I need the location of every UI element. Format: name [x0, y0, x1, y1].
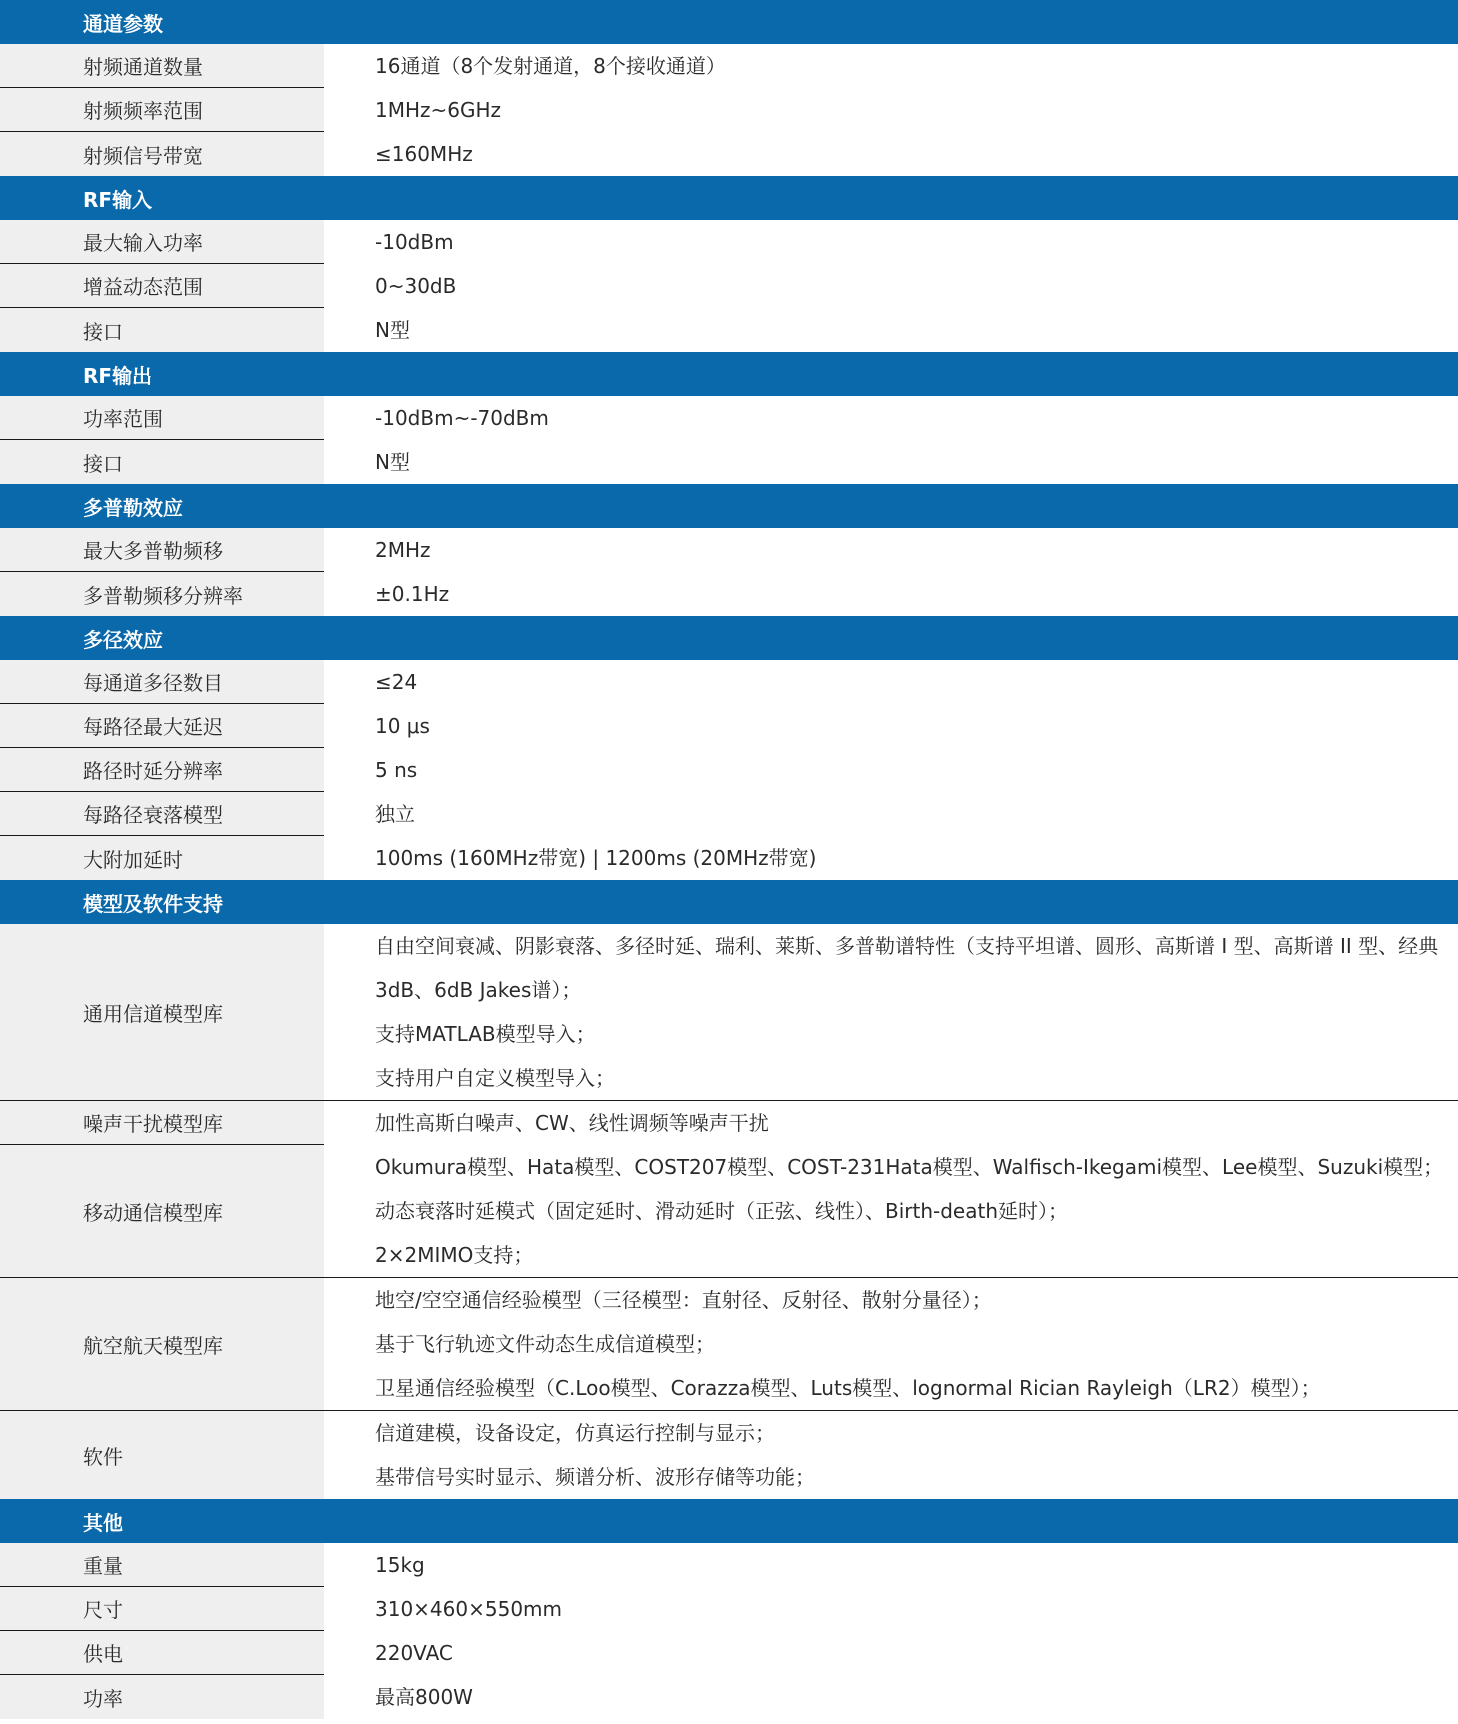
table-row — [0, 220, 1458, 264]
table-row — [0, 396, 1458, 440]
row-label: 接口 — [0, 440, 324, 484]
row-value — [324, 704, 1458, 748]
value-line: N型 — [375, 318, 410, 342]
value-line: 2MHz — [375, 538, 431, 562]
row-label: 接口 — [0, 308, 324, 352]
section-header: 多径效应 — [0, 616, 1458, 660]
value-line: 支持用户自定义模型导入； — [375, 1066, 615, 1090]
row-value — [324, 440, 1458, 484]
row-label: 功率范围 — [0, 396, 324, 439]
row-label: 最大多普勒频移 — [0, 528, 324, 571]
row-label: 最大输入功率 — [0, 220, 324, 263]
value-line: 1MHz~6GHz — [375, 98, 502, 122]
table-row — [0, 44, 1458, 88]
row-value — [324, 792, 1458, 836]
row-label: 射频信号带宽 — [0, 132, 324, 176]
row-value — [324, 1278, 1458, 1410]
value-line: 最高800W — [375, 1685, 473, 1709]
row-label: 射频通道数量 — [0, 44, 324, 87]
row-label: 噪声干扰模型库 — [0, 1101, 324, 1144]
row-label: 每路径衰落模型 — [0, 792, 324, 835]
row-label: 供电 — [0, 1631, 324, 1674]
table-row — [0, 1101, 1458, 1145]
table-row — [0, 1587, 1458, 1631]
row-value — [324, 220, 1458, 264]
row-value — [324, 924, 1458, 1100]
row-label: 每路径最大延迟 — [0, 704, 324, 747]
row-label: 航空航天模型库 — [0, 1278, 324, 1410]
section-header: 模型及软件支持 — [0, 880, 1458, 924]
value-line: 16通道（8个发射通道，8个接收通道） — [375, 54, 726, 78]
row-label: 增益动态范围 — [0, 264, 324, 307]
value-line: 独立 — [375, 802, 415, 826]
row-value — [324, 308, 1458, 352]
value-line: 220VAC — [375, 1641, 453, 1665]
row-value — [324, 1675, 1458, 1719]
table-row — [0, 792, 1458, 836]
value-line: Okumura模型、Hata模型、COST207模型、COST-231Hata模型、Walfisch-Ikegami模型、Lee模型、Suzuki模型； — [375, 1155, 1444, 1179]
row-label: 路径时延分辨率 — [0, 748, 324, 791]
table-row — [0, 1145, 1458, 1278]
section-header: RF输入 — [0, 176, 1458, 220]
value-line: 自由空间衰减、阴影衰落、多径时延、瑞利、莱斯、多普勒谱特性（支持平坦谱、圆形、高斯谱 I 型、高斯谱 II 型、经典 — [375, 934, 1439, 958]
value-line: 100ms (160MHz带宽) | 1200ms (20MHz带宽) — [375, 846, 817, 870]
row-label: 每通道多径数目 — [0, 660, 324, 703]
table-row — [0, 1278, 1458, 1411]
section-header: 通道参数 — [0, 0, 1458, 44]
row-value — [324, 88, 1458, 132]
row-label: 功率 — [0, 1675, 324, 1719]
row-value — [324, 44, 1458, 88]
row-value — [324, 1411, 1458, 1499]
value-line: 加性高斯白噪声、CW、线性调频等噪声干扰 — [375, 1111, 769, 1135]
section-header: 其他 — [0, 1499, 1458, 1543]
row-value — [324, 132, 1458, 176]
table-row — [0, 88, 1458, 132]
row-label: 射频频率范围 — [0, 88, 324, 131]
row-value — [324, 528, 1458, 572]
row-value — [324, 748, 1458, 792]
table-row — [0, 1411, 1458, 1499]
value-line: 3dB、6dB Jakes谱）； — [375, 978, 582, 1002]
row-value — [324, 572, 1458, 616]
table-row — [0, 660, 1458, 704]
row-value — [324, 660, 1458, 704]
value-line: N型 — [375, 450, 410, 474]
value-line: 10 μs — [375, 714, 430, 738]
table-row — [0, 704, 1458, 748]
table-row — [0, 528, 1458, 572]
table-row — [0, 836, 1458, 880]
row-label: 大附加延时 — [0, 836, 324, 880]
value-line: 5 ns — [375, 758, 418, 782]
value-line: 动态衰落时延模式（固定延时、滑动延时（正弦、线性）、Birth-death延时）； — [375, 1199, 1069, 1223]
row-value — [324, 264, 1458, 308]
table-row — [0, 572, 1458, 616]
value-line: 310×460×550mm — [375, 1597, 563, 1621]
value-line: 地空/空空通信经验模型（三径模型：直射径、反射径、散射分量径）； — [375, 1288, 992, 1312]
table-row — [0, 1543, 1458, 1587]
row-label: 多普勒频移分辨率 — [0, 572, 324, 616]
value-line: 0~30dB — [375, 274, 457, 298]
value-line: 2×2MIMO支持； — [375, 1243, 534, 1267]
table-row — [0, 264, 1458, 308]
row-value — [324, 1101, 1458, 1145]
value-line: 支持MATLAB模型导入； — [375, 1022, 596, 1046]
value-line: 基带信号实时显示、频谱分析、波形存储等功能； — [375, 1465, 815, 1489]
value-line: ≤24 — [375, 670, 418, 694]
row-value — [324, 396, 1458, 440]
row-label: 重量 — [0, 1543, 324, 1586]
row-value — [324, 1543, 1458, 1587]
row-label: 通用信道模型库 — [0, 924, 324, 1100]
table-row — [0, 308, 1458, 352]
row-value — [324, 1587, 1458, 1631]
table-row — [0, 132, 1458, 176]
row-label: 移动通信模型库 — [0, 1145, 324, 1277]
section-header: 多普勒效应 — [0, 484, 1458, 528]
table-row — [0, 924, 1458, 1101]
row-value — [324, 836, 1458, 880]
value-line: ±0.1Hz — [375, 582, 450, 606]
value-line: 15kg — [375, 1553, 425, 1577]
value-line: 卫星通信经验模型（C.Loo模型、Corazza模型、Luts模型、lognormal Rician Rayleigh（LR2）模型）； — [375, 1376, 1321, 1400]
row-value — [324, 1631, 1458, 1675]
row-value — [324, 1145, 1458, 1277]
value-line: 信道建模，设备设定，仿真运行控制与显示； — [375, 1421, 775, 1445]
value-line: -10dBm — [375, 230, 454, 254]
table-row — [0, 1631, 1458, 1675]
section-header: RF输出 — [0, 352, 1458, 396]
value-line: -10dBm~-70dBm — [375, 406, 549, 430]
row-label: 软件 — [0, 1411, 324, 1499]
value-line: ≤160MHz — [375, 142, 473, 166]
value-line: 基于飞行轨迹文件动态生成信道模型； — [375, 1332, 715, 1356]
table-row — [0, 440, 1458, 484]
table-row — [0, 1675, 1458, 1719]
table-row — [0, 748, 1458, 792]
row-label: 尺寸 — [0, 1587, 324, 1630]
